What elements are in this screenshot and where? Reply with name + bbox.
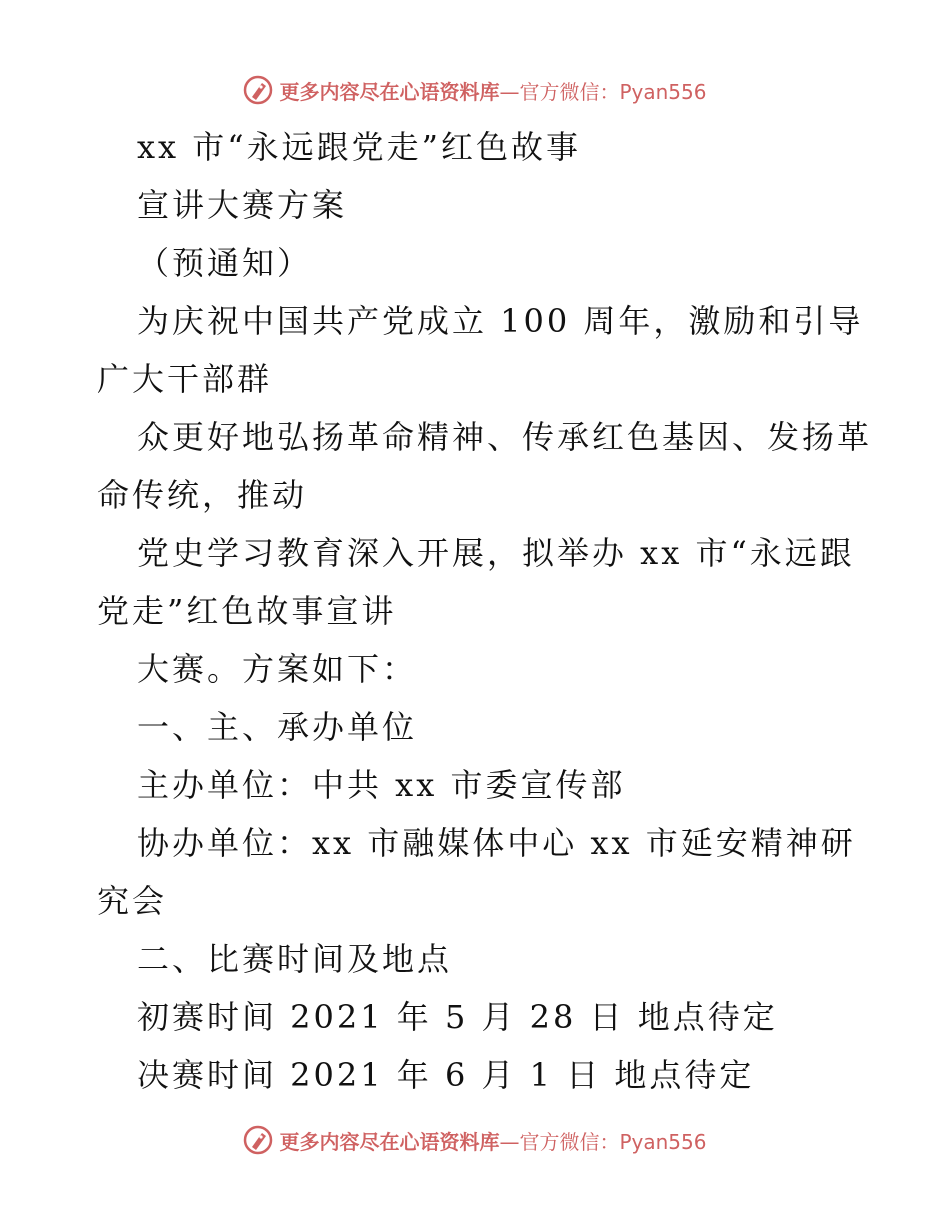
header-watermark	[0, 70, 950, 110]
doc-title-line-1: xx 市“永远跟党走”红色故事	[137, 128, 581, 166]
pen-nib-icon	[243, 75, 273, 105]
watermark-main-text: 更多内容尽在心语资料库	[279, 1129, 500, 1154]
co-organizer-line: 协办单位：xx 市融媒体中心 xx 市延安精神研	[137, 824, 856, 862]
document-body	[97, 118, 873, 1104]
watermark-main-text: 更多内容尽在心语资料库	[279, 79, 500, 104]
watermark-text	[279, 76, 706, 105]
preliminary-schedule-line: 初赛时间 2021 年 5 月 28 日 地点待定	[137, 998, 778, 1036]
pen-nib-icon	[243, 1125, 273, 1155]
watermark-contact: 官方微信：Pyan556	[519, 79, 707, 104]
doc-title-line-2: 宣讲大赛方案	[137, 186, 348, 224]
doc-paragraph-line: 党走”红色故事宣讲	[97, 592, 397, 630]
doc-paragraph-line: 广大干部群	[97, 360, 273, 398]
organizer-line: 主办单位：中共 xx 市委宣传部	[137, 766, 626, 804]
footer-watermark	[0, 1120, 950, 1160]
section-heading-schedule: 二、比赛时间及地点	[137, 940, 453, 978]
watermark-text	[279, 1126, 706, 1155]
watermark-contact: 官方微信：Pyan556	[519, 1129, 707, 1154]
doc-paragraph-line: 大赛。方案如下：	[137, 650, 418, 688]
doc-paragraph-line: 党史学习教育深入开展，拟举办 xx 市“永远跟	[137, 534, 855, 572]
section-heading-organizers: 一、主、承办单位	[137, 708, 418, 746]
doc-subtitle: （预通知）	[137, 244, 313, 282]
watermark-separator: —	[499, 79, 520, 104]
co-organizer-line-cont: 究会	[97, 882, 168, 920]
watermark-separator: —	[499, 1129, 520, 1154]
final-schedule-line: 决赛时间 2021 年 6 月 1 日 地点待定	[137, 1056, 755, 1094]
doc-paragraph-line: 命传统，推动	[97, 476, 308, 514]
doc-paragraph-line: 为庆祝中国共产党成立 100 周年，激励和引导	[137, 302, 864, 340]
doc-paragraph-line: 众更好地弘扬革命精神、传承红色基因、发扬革	[137, 418, 873, 456]
